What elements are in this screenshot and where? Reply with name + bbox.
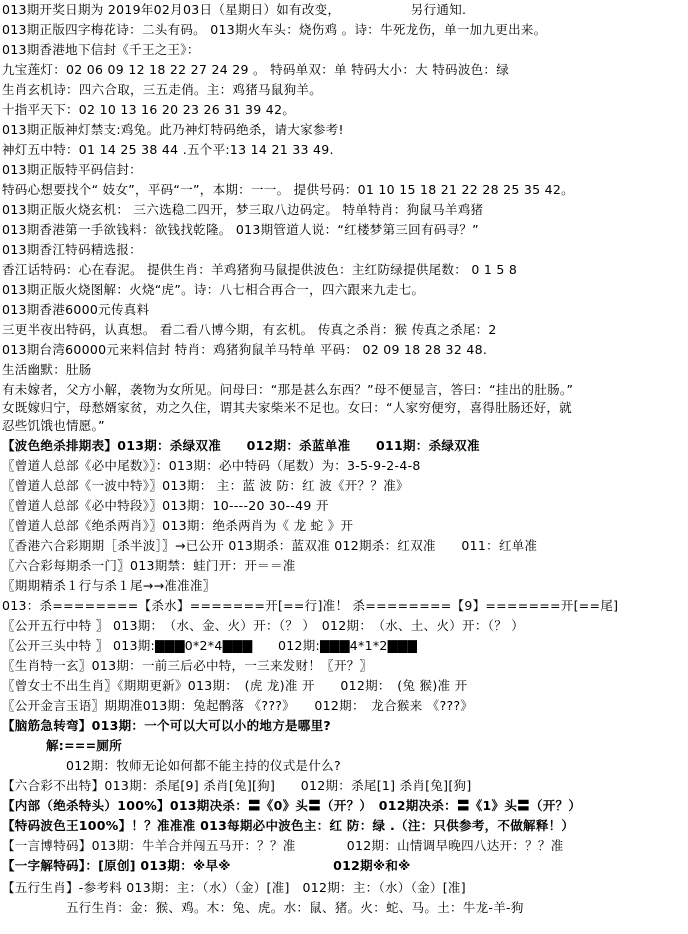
answer-line: 解:===厕所 — [46, 738, 123, 753]
text-line: 有未嫁者，父方小解，袭物为女所见。问母曰：“那是甚么东西？”母不便显言，答曰：“挂出的肚肠。” — [2, 382, 574, 397]
text-line: 013：杀========【杀水】=======开[==行]准！ 杀========【9】=======开[==尾] — [2, 598, 619, 613]
text-line: 香江话特码：心在春泥。 提供生肖：羊鸡猪狗马鼠提供波色：主红防绿提供尾数： 0 1 5 8 — [2, 262, 518, 277]
section-header: 【脑筋急转弯】013期：一个可以大可以小的地方是哪里? — [2, 718, 331, 733]
text-line: 013期台湾60000元来料信封 特肖：鸡猪狗鼠羊马特单 平码： 02 09 18 28 32 48. — [2, 342, 488, 357]
text-line: 〖期期精杀１行与杀１尾→→准准准〗 — [2, 578, 216, 593]
text-line: 013期香江特码精选报： — [2, 242, 142, 257]
text-line: 神灯五中特：01 14 25 38 44 .五个平:13 14 21 33 49. — [2, 142, 334, 157]
text-line: 【六合彩不出特】013期：杀尾[9] 杀肖[兔][狗] 012期：杀尾[1] 杀肖[兔][狗] — [2, 778, 472, 793]
text-line: 生肖玄机诗：四六合取，三五走俏。主：鸡猪马鼠狗羊。 — [2, 82, 323, 97]
text-line: 三更半夜出特码，认真想。 看二看八博今期，有玄机。 传真之杀肖：猴 传真之杀尾：2 — [2, 322, 497, 337]
text-line: 女既嫁归宁，母愁婿家贫，劝之久住，谓其夫家柴米不足也。女曰：“人家穷便穷，喜得肚肠还好，就 — [2, 400, 572, 415]
text-line: 013期正版火烧图解：火烧“虎”。诗：八七相合再合一，四六跟来九走七。 — [2, 282, 425, 297]
text-line: 〖公开五行中特 〗 013期： （水、金、火）开：（？ ） 012期： （水、土、火）开：（？ ） — [2, 618, 525, 633]
text-line: 013期正版神灯禁支:鸡兔。此乃神灯特码绝杀，请大家参考! — [2, 122, 344, 137]
text-line: 〖生肖特一玄〗013期：一前三后必中特，一三来发财！〖开？〗 — [2, 658, 373, 673]
text-line: 忍些饥饿也情愿。” — [2, 418, 105, 433]
text-line: 013期香港第一手欲钱料：欲钱找乾隆。 013期管道人说：“红楼梦第三回有码寻？” — [2, 222, 479, 237]
text-line: 五行生肖：金：猴、鸡。木：兔、虎。水：鼠、猪。火：蛇、马。土：牛龙-羊-狗 — [66, 900, 524, 915]
text-line: 十指平天下：02 10 13 16 20 23 26 31 39 42。 — [2, 102, 296, 117]
section-header: 【特码波色王100%】！？准准准 013每期必中波色主：红 防：绿 .（注：只供参考，不做解释！） — [2, 818, 575, 833]
text-line: 〖香港六合彩期期［杀半波］〗→已公开 013期杀：蓝双准 012期杀：红双准 011：红单准 — [2, 538, 538, 553]
section-header: 【波色绝杀排期表】013期：杀绿双准 012期：杀蓝单准 011期：杀绿双准 — [2, 438, 480, 453]
text-line: 〖曾道人总部《一波中特》〗013期： 主：蓝 波 防：红 波《开？？准》 — [2, 478, 409, 493]
text-line: 〖公开三头中特 〗 013期:▇▇▇0*2*4▇▇▇ 012期:▇▇▇4*1*2▇▇▇ — [2, 638, 418, 653]
text-line: 【一言博特码】013期：牛羊合并闯五马开：？？准 012期：山情调早晚四八达开：？？准 — [2, 838, 564, 853]
text-line: 013期香港地下信封《千王之王》： — [2, 42, 200, 57]
text-line: 013期香港6000元传真料 — [2, 302, 150, 317]
section-header: 【一字解特码】：[原创] 013期：※早※ 012期※和※ — [2, 858, 411, 873]
text-line: 〖曾道人总部《绝杀两肖》〗013期：绝杀两肖为《 龙 蛇 》开 — [2, 518, 354, 533]
text-line: 特码心想要找个“ 妓女”，平码“一”，本期：一一。 提供号码：01 10 15 18 21 22 28 25 35 42。 — [2, 182, 574, 197]
text-line: 〖曾道人总部《必中特段》〗013期：10----20 30--49 开 — [2, 498, 329, 513]
text-line: 〖曾道人总部《必中尾数》〗：013期：必中特码（尾数）为：3-5-9-2-4-8 — [2, 458, 421, 473]
text-line: 〖曾女士不出生肖〗《期期更新》013期： (虎 龙)准 开 012期： (兔 猴)准 开 — [2, 678, 468, 693]
text-line: 013期正版四字梅花诗：二头有码。 013期火车头：烧伤鸡 。诗：牛死龙伤，单一加九更出来。 — [2, 22, 547, 37]
text-line: 【五行生肖】-参考料 013期：主：（水）（金）[准] 012期：主：（水）（金）[准] — [2, 880, 466, 895]
text-line: 013期开奖日期为 2019年02月03日（星期日）如有改变， 另行通知. — [2, 2, 467, 17]
text-line: 九宝莲灯：02 06 09 12 18 22 27 24 29 。 特码单双：单 特码大小：大 特码波色：绿 — [2, 62, 510, 77]
text-line: 生活幽默：肚肠 — [2, 362, 92, 377]
text-line: 012期：牧师无论如何都不能主持的仪式是什么? — [66, 758, 341, 773]
text-line: 〖六合彩每期杀一门〗013期禁：蛙门开：开＝＝准 — [2, 558, 296, 573]
text-line: 〖公开金言玉语〗期期准013期：兔起鹘落 《???》 012期： 龙合猴来 《???》 — [2, 698, 474, 713]
section-header: 【内部（绝杀特头）100%】013期决杀：〓《0》头〓（开？） 012期决杀：〓《1》头〓（开？） — [2, 798, 582, 813]
text-line: 013期正版特平码信封： — [2, 162, 142, 177]
text-line: 013期正版火烧玄机： 三六选稳二四开，梦三取八边码定。 特单特肖：狗鼠马羊鸡猪 — [2, 202, 484, 217]
